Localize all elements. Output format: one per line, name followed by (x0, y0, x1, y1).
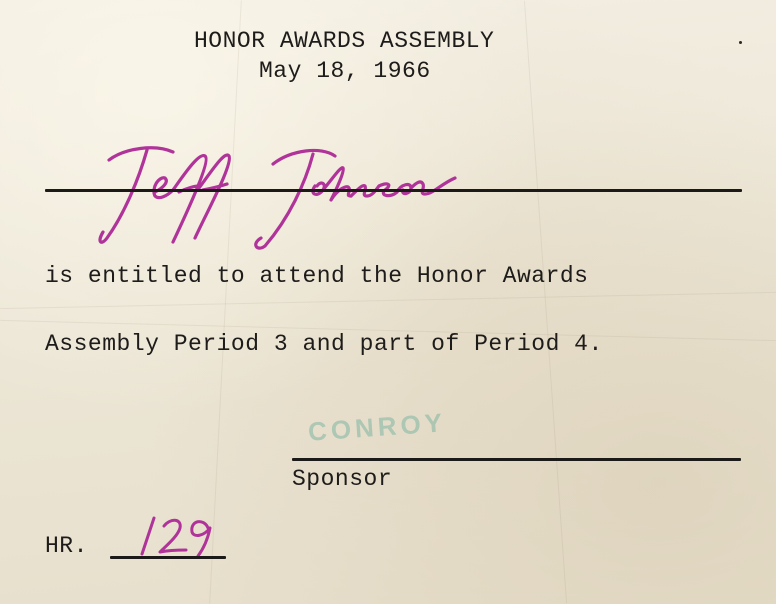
paper-fold-crease (0, 292, 776, 309)
homeroom-number-handwritten (130, 510, 220, 560)
sponsor-underline (292, 458, 741, 461)
sponsor-stamp: CONROY (307, 407, 447, 447)
name-underline (45, 189, 742, 192)
document-date: May 18, 1966 (259, 58, 431, 84)
homeroom-underline (110, 556, 226, 559)
paper-fold-crease (524, 1, 567, 604)
body-line-2: Assembly Period 3 and part of Period 4. (45, 331, 603, 357)
homeroom-label: HR. (45, 533, 88, 559)
recipient-signature (95, 138, 495, 253)
ink-speck (739, 41, 742, 44)
sponsor-label: Sponsor (292, 466, 393, 492)
body-line-1: is entitled to attend the Honor Awards (45, 263, 589, 289)
document-heading: HONOR AWARDS ASSEMBLY (194, 28, 495, 54)
